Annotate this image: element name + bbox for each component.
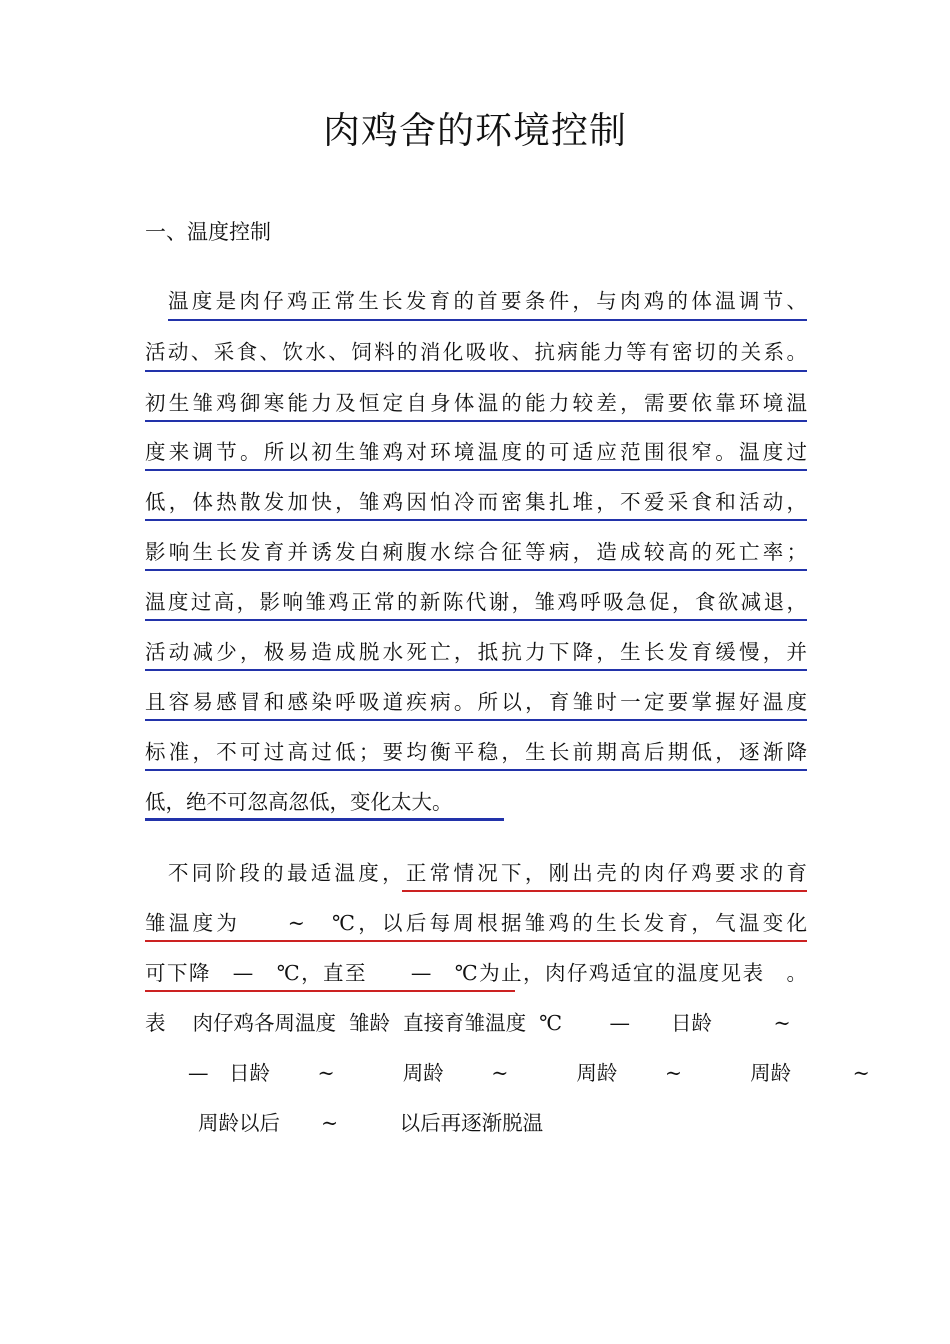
paragraph-line: 低，绝不可忽高忽低，变化太大。 [145,790,453,814]
section-heading: 一、温度控制 [145,220,271,244]
table-row: 表 肉仔鸡各周温度 雏龄 直接育雏温度 ℃ — 日龄 ~ [145,1011,791,1035]
paragraph-line: 不同阶段的最适温度，正常情况下，刚出壳的肉仔鸡要求的育 [168,861,807,885]
underline [145,990,515,992]
underline [402,890,807,892]
underline [145,940,807,942]
table-row: 周龄以后 ~ 以后再逐渐脱温 [198,1111,544,1135]
underline [145,818,504,821]
paragraph-line: 初生雏鸡御寒能力及恒定自身体温的能力较差，需要依靠环境温 [145,391,807,415]
underline [145,669,807,671]
paragraph-line: 活动减少，极易造成脱水死亡，抵抗力下降，生长发育缓慢，并 [145,640,807,664]
paragraph-line: 温度过高，影响雏鸡正常的新陈代谢，雏鸡呼吸急促，食欲减退， [145,590,807,614]
underline [145,569,807,571]
paragraph-line: 且容易感冒和感染呼吸道疾病。所以，育雏时一定要掌握好温度 [145,690,807,714]
underline [145,469,807,471]
underline [145,719,807,721]
paragraph-line: 影响生长发育并诱发白痢腹水综合征等病，造成较高的死亡率； [145,540,807,564]
paragraph-line: 度来调节。所以初生雏鸡对环境温度的可适应范围很窄。温度过 [145,440,807,464]
underline [145,420,807,422]
underline [145,769,807,771]
paragraph-line: 温度是肉仔鸡正常生长发育的首要条件，与肉鸡的体温调节、 [168,289,807,313]
paragraph-line: 低，体热散发加快，雏鸡因怕冷而密集扎堆，不爱采食和活动， [145,490,807,514]
page-title: 肉鸡舍的环境控制 [323,109,627,152]
paragraph-line: 标准，不可过高过低；要均衡平稳，生长前期高后期低，逐渐降 [145,740,807,764]
table-row: — 日龄 ~ 周龄 ~ 周龄 ~ 周龄 ~ [188,1061,870,1085]
underline [168,319,807,321]
paragraph-line: 可下降 — ℃，直至 — ℃为止，肉仔鸡适宜的温度见表 。 [145,961,807,985]
paragraph-line: 雏温度为 ~ ℃，以后每周根据雏鸡的生长发育，气温变化 [145,911,807,935]
underline [145,370,807,372]
underline [145,619,807,621]
paragraph-line: 活动、采食、饮水、饲料的消化吸收、抗病能力等有密切的关系。 [145,340,807,364]
underline [145,519,807,521]
